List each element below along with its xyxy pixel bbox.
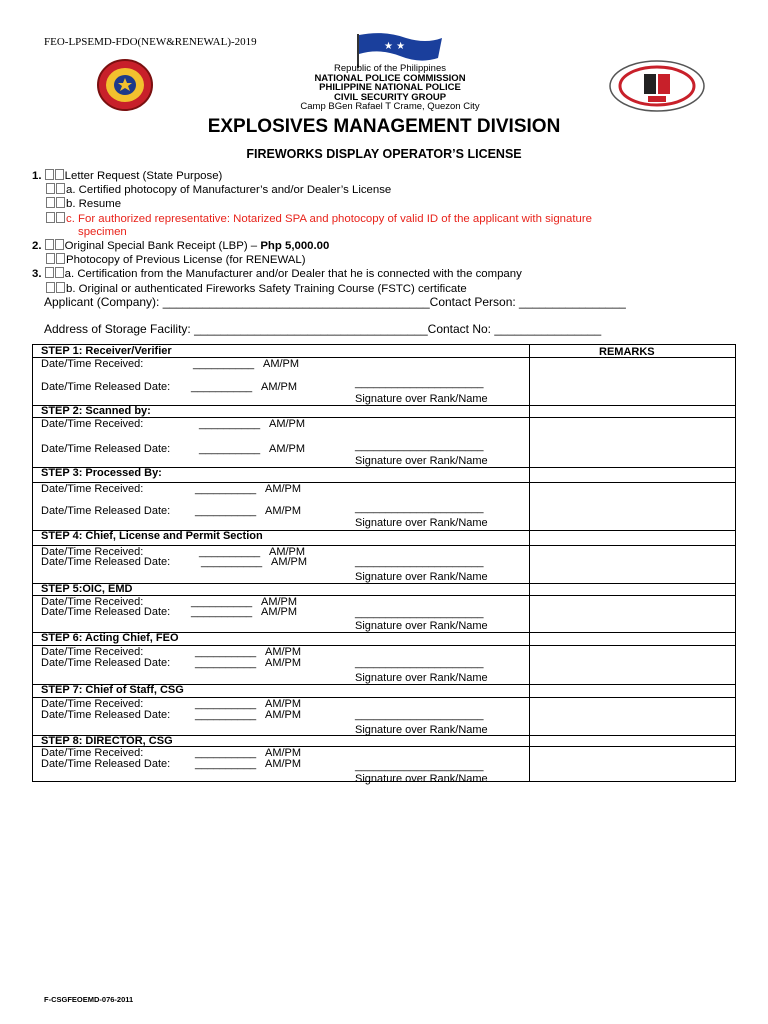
column-divider — [529, 345, 530, 781]
routing-table — [32, 344, 736, 785]
step-title: STEP 1: Receiver/Verifier — [41, 345, 172, 357]
checkbox[interactable] — [46, 282, 55, 293]
signature-label: Signature over Rank/Name — [355, 571, 488, 583]
released-label: Date/Time Released Date: — [41, 381, 171, 393]
released-ampm: AM/PM — [271, 556, 308, 568]
received-label: Date/Time Received: — [41, 418, 144, 430]
pnp-seal-icon — [96, 58, 154, 112]
received-label: Date/Time Received: — [41, 747, 144, 759]
svg-text:★ ★: ★ ★ — [384, 41, 406, 52]
requirement-item: 3. a. Certification from the Manufacturer and/or Dealer that he is connected with the company — [32, 268, 522, 281]
agency-pnp: PHILIPPINE NATIONAL POLICE — [319, 82, 461, 93]
step-title: STEP 7: Chief of Staff, CSG — [41, 684, 184, 696]
released-label: Date/Time Released Date: — [41, 556, 171, 568]
requirements-list — [32, 169, 732, 296]
requirement-item: 2. Original Special Bank Receipt (LBP) – Php 5,000.00 — [32, 240, 330, 253]
agency-republic: Republic of the Philippines — [334, 63, 446, 74]
received-label: Date/Time Received: — [41, 483, 144, 495]
checkbox[interactable] — [56, 253, 65, 264]
released-blank: __________ — [191, 381, 253, 393]
signature-label: Signature over Rank/Name — [355, 773, 488, 785]
released-ampm: AM/PM — [265, 505, 302, 517]
released-blank: __________ — [201, 556, 263, 568]
checkbox[interactable] — [45, 267, 54, 278]
released-label: Date/Time Released Date: — [41, 606, 171, 618]
released-label: Date/Time Released Date: — [41, 443, 171, 455]
checkbox[interactable] — [55, 239, 64, 250]
remarks-header: REMARKS — [599, 346, 655, 358]
signature-line: _____________________ — [355, 440, 484, 452]
received-blank: __________ — [199, 418, 261, 430]
checkbox[interactable] — [46, 253, 55, 264]
received-label: Date/Time Received: — [41, 698, 144, 710]
checkbox[interactable] — [56, 282, 65, 293]
signature-line: _____________________ — [355, 502, 484, 514]
released-blank: __________ — [195, 505, 257, 517]
requirement-item-red: c. For authorized representative: Notarized SPA and photocopy of valid ID of the applicant with signature — [32, 212, 732, 226]
received-ampm: AM/PM — [265, 698, 302, 710]
received-ampm: AM/PM — [265, 483, 302, 495]
signature-label: Signature over Rank/Name — [355, 672, 488, 684]
page-subtitle: FIREWORKS DISPLAY OPERATOR’S LICENSE — [246, 147, 522, 161]
step-title: STEP 2: Scanned by: — [41, 405, 151, 417]
received-blank: __________ — [199, 546, 261, 558]
agency-csg: CIVIL SECURITY GROUP — [333, 91, 447, 103]
requirement-item: a. Certified photocopy of Manufacturer’s and/or Dealer’s License — [32, 183, 732, 197]
released-blank: __________ — [191, 606, 253, 618]
released-blank: __________ — [199, 443, 261, 455]
released-blank: __________ — [195, 758, 257, 770]
checkbox[interactable] — [45, 239, 54, 250]
received-blank: __________ — [195, 747, 257, 759]
checkbox[interactable] — [56, 212, 65, 223]
signature-line: _____________________ — [355, 607, 484, 619]
checkbox[interactable] — [55, 169, 64, 180]
requirement-item: b. Original or authenticated Fireworks Safety Training Course (FSTC) certificate — [32, 282, 732, 296]
signature-label: Signature over Rank/Name — [355, 393, 488, 405]
signature-label: Signature over Rank/Name — [355, 455, 488, 467]
step-title: STEP 3: Processed By: — [41, 467, 162, 479]
checkbox[interactable] — [46, 183, 55, 194]
released-ampm: AM/PM — [265, 657, 302, 669]
received-ampm: AM/PM — [269, 418, 306, 430]
signature-line: _____________________ — [355, 709, 484, 721]
released-ampm: AM/PM — [261, 381, 298, 393]
step-title: STEP 6: Acting Chief, FEO — [41, 632, 179, 644]
checkbox[interactable] — [56, 183, 65, 194]
requirement-item-red: specimen — [78, 225, 127, 238]
footer-code: F-CSGFEOEMD-076-2011 — [44, 995, 134, 1004]
signature-line: _____________________ — [355, 760, 484, 772]
received-label: Date/Time Received: — [41, 596, 144, 608]
requirement-item: b. Resume — [32, 197, 732, 211]
row-divider — [33, 583, 735, 584]
received-ampm: AM/PM — [265, 747, 302, 759]
signature-line: _____________________ — [355, 377, 484, 389]
released-label: Date/Time Released Date: — [41, 758, 171, 770]
step-title: STEP 8: DIRECTOR, CSG — [41, 735, 173, 747]
received-blank: __________ — [195, 646, 257, 658]
received-blank: __________ — [193, 358, 255, 370]
released-ampm: AM/PM — [265, 709, 302, 721]
released-ampm: AM/PM — [269, 443, 306, 455]
released-blank: __________ — [195, 709, 257, 721]
requirement-item: Photocopy of Previous License (for RENEWAL) — [32, 253, 732, 267]
released-ampm: AM/PM — [261, 606, 298, 618]
signature-line: _____________________ — [355, 657, 484, 669]
received-blank: __________ — [195, 483, 257, 495]
released-label: Date/Time Released Date: — [41, 657, 171, 669]
page-title: EXPLOSIVES MANAGEMENT DIVISION — [207, 116, 561, 137]
released-blank: __________ — [195, 657, 257, 669]
checkbox[interactable] — [55, 267, 64, 278]
received-label: Date/Time Received: — [41, 358, 144, 370]
requirement-item: 1. Letter Request (State Purpose) — [32, 170, 223, 182]
released-label: Date/Time Released Date: — [41, 505, 171, 517]
released-label: Date/Time Released Date: — [41, 709, 171, 721]
agency-block — [230, 64, 550, 112]
signature-label: Signature over Rank/Name — [355, 620, 488, 632]
received-ampm: AM/PM — [263, 358, 300, 370]
checkbox[interactable] — [45, 169, 54, 180]
step-title: STEP 4: Chief, License and Permit Section — [41, 530, 263, 542]
signature-label: Signature over Rank/Name — [355, 724, 488, 736]
form-code: FEO-LPSEMD-FDO(NEW&RENEWAL)-2019 — [44, 36, 257, 48]
received-label: Date/Time Received: — [41, 646, 144, 658]
received-blank: __________ — [195, 698, 257, 710]
received-blank: __________ — [191, 596, 253, 608]
csg-seal-icon — [608, 60, 706, 112]
checkbox[interactable] — [46, 212, 55, 223]
released-ampm: AM/PM — [265, 758, 302, 770]
received-ampm: AM/PM — [265, 646, 302, 658]
checkbox[interactable] — [56, 197, 65, 208]
received-ampm: AM/PM — [269, 546, 306, 558]
signature-line: _____________________ — [355, 556, 484, 568]
agency-napolcom: NATIONAL POLICE COMMISSION — [314, 72, 466, 84]
step-title: STEP 5:OIC, EMD — [41, 583, 133, 595]
address-field[interactable]: Address of Storage Facility: ___________________________________Contact No: ________________ — [44, 322, 602, 336]
signature-label: Signature over Rank/Name — [355, 517, 488, 529]
received-ampm: AM/PM — [261, 596, 298, 608]
checkbox[interactable] — [46, 197, 55, 208]
received-label: Date/Time Received: — [41, 546, 144, 558]
agency-address: Camp BGen Rafael T Crame, Quezon City — [300, 101, 480, 112]
applicant-field[interactable]: Applicant (Company): ________________________________________Contact Person: ________________ — [44, 295, 626, 309]
